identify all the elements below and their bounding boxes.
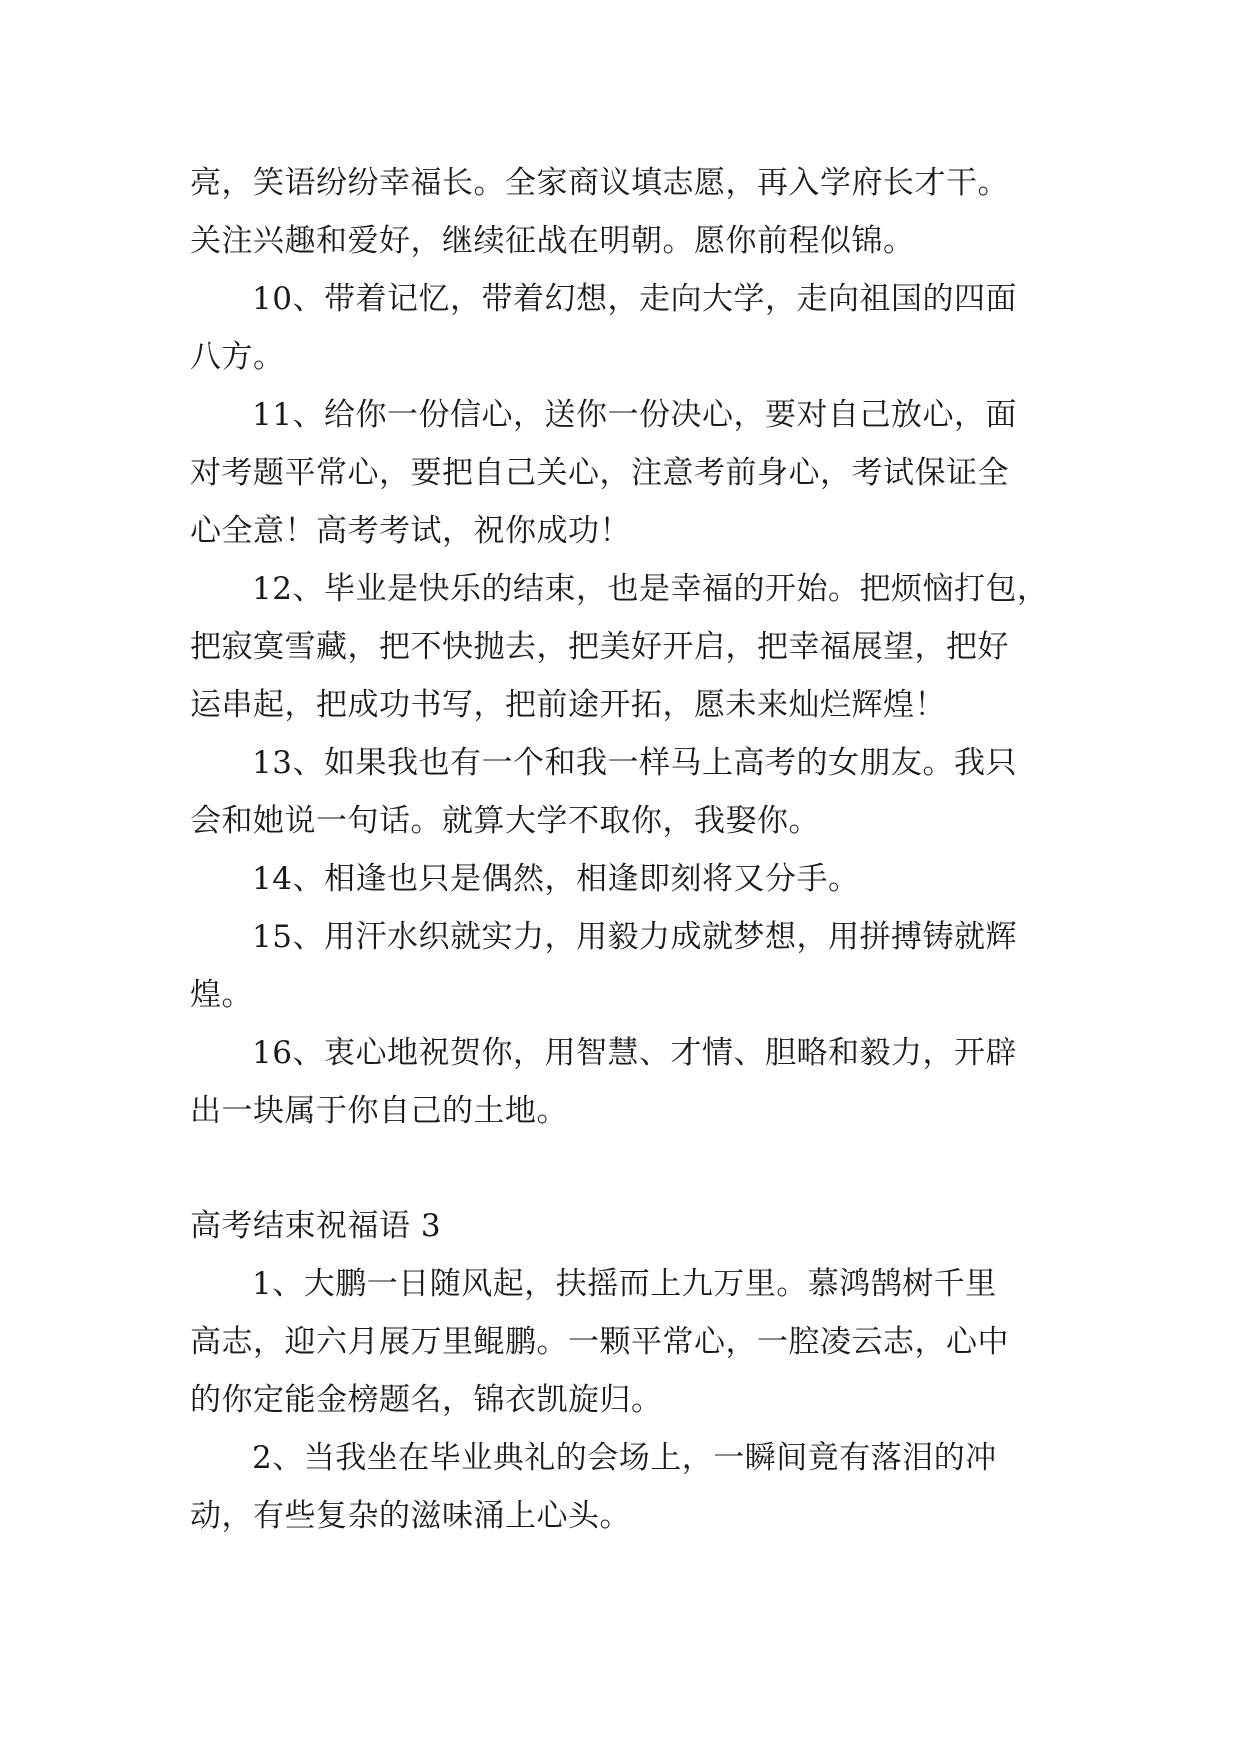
text-line: 把寂寞雪藏，把不快抛去，把美好开启，把幸福展望，把好 xyxy=(190,629,1009,665)
blessing-item-16: 16、衷心地祝贺你，用智慧、才情、胆略和毅力，开辟 xyxy=(252,1035,1017,1071)
blessing-item-10: 10、带着记忆，带着幻想，走向大学，走向祖国的四面 xyxy=(252,281,1017,317)
text-line: 动，有些复杂的滋味涌上心头。 xyxy=(190,1498,631,1534)
section-item-1: 1、大鹏一日随风起，扶摇而上九万里。慕鸿鹄树千里 xyxy=(252,1266,997,1302)
blessing-item-12: 12、毕业是快乐的结束，也是幸福的开始。把烦恼打包， xyxy=(252,571,1049,607)
text-line: 运串起，把成功书写，把前途开拓，愿未来灿烂辉煌！ xyxy=(190,687,946,723)
section-spacer xyxy=(190,1140,1060,1197)
text-line: 出一块属于你自己的土地。 xyxy=(190,1093,568,1129)
text-line: 八方。 xyxy=(190,339,285,375)
blessing-item-13: 13、如果我也有一个和我一样马上高考的女朋友。我只 xyxy=(252,745,1017,781)
blessing-item-14: 14、相逢也只是偶然，相逢即刻将又分手。 xyxy=(252,861,860,897)
text-line: 的你定能金榜题名，锦衣凯旋归。 xyxy=(190,1382,663,1418)
text-line: 高志，迎六月展万里鲲鹏。一颗平常心，一腔凌云志，心中 xyxy=(190,1324,1009,1360)
text-line: 会和她说一句话。就算大学不取你，我娶你。 xyxy=(190,803,820,839)
blessing-item-11: 11、给你一份信心，送你一份决心，要对自己放心，面 xyxy=(252,397,1017,433)
section-item-2: 2、当我坐在毕业典礼的会场上，一瞬间竟有落泪的冲 xyxy=(252,1440,997,1476)
text-line: 亮，笑语纷纷幸福长。全家商议填志愿，再入学府长才干。 xyxy=(190,165,1009,201)
text-line: 对考题平常心，要把自己关心，注意考前身心，考试保证全 xyxy=(190,455,1009,491)
text-line: 关注兴趣和爱好，继续征战在明朝。愿你前程似锦。 xyxy=(190,223,915,259)
text-line: 煌。 xyxy=(190,977,253,1013)
text-line: 心全意！高考考试，祝你成功！ xyxy=(190,513,631,549)
blessing-item-15: 15、用汗水织就实力，用毅力成就梦想，用拼搏铸就辉 xyxy=(252,919,1017,955)
section-heading: 高考结束祝福语 3 xyxy=(190,1208,442,1244)
document-body xyxy=(190,154,1060,1545)
